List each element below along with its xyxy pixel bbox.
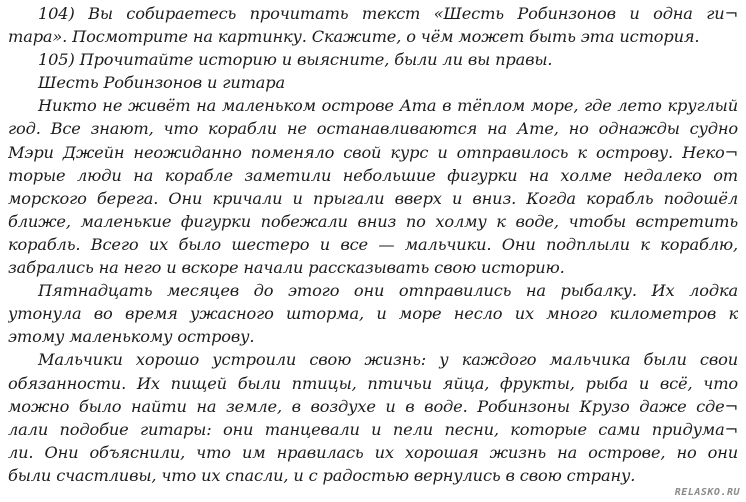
site-watermark: RELASKO.RU [674,487,740,498]
text-line-9: морского берега. Они кричали и прыгали вверх и вниз. Когда корабль подошёл [8,188,738,208]
story-title: Шесть Робинзонов и гитара [38,73,286,93]
text-line-3: 105) Прочитайте историю и выясните, были ли вы правы. [38,50,553,70]
text-line-14: утонула во время ужасного шторма, и море несло их много километров к [8,304,738,324]
text-line-1: 104) Вы собираетесь прочитать текст «Шесть Робинзонов и одна ги¬ [38,4,738,23]
text-line-11: корабль. Всего их было шестеро и все — мальчики. Они подплыли к кораблю, [8,234,738,254]
text-line-21: были счастливы, что их спасли, и с радостью вернулись в свою страну. [8,465,636,485]
text-line-12: забрались на него и вскоре начали рассказывать свою историю. [8,258,565,278]
text-line-5: Никто не живёт на маленьком острове Ата в тёплом море, где лето круглый [38,96,738,116]
text-line-19: лали подобие гитары: они танцевали и пели песни, которые сами придума¬ [8,419,738,439]
text-body [8,2,738,487]
text-line-7: Мэри Джейн неожиданно поменяло свой курс и отправилось к острову. Неко¬ [8,142,738,162]
text-line-17: обязанности. Их пищей были птицы, птичьи яйца, фрукты, рыба и всё, что [8,373,738,393]
text-line-2: тара». Посмотрите на картинку. Скажите, о чём может быть эта история. [8,27,700,47]
text-line-15: этому маленькому острову. [8,327,255,347]
text-line-6: год. Все знают, что корабли не останавливаются на Ате, но однажды судно [8,119,738,139]
text-line-13: Пятнадцать месяцев до этого они отправились на рыбалку. Их лодка [38,281,738,301]
text-line-18: можно было найти на земле, в воздухе и в воде. Робинзоны Крузо даже сде¬ [8,396,738,416]
text-line-10: ближе, маленькие фигурки побежали вниз по холму к воде, чтобы встретить [8,211,738,231]
text-line-16: Мальчики хорошо устроили свою жизнь: у каждого мальчика были свои [38,350,738,370]
text-line-8: торые люди на корабле заметили небольшие фигурки на холме недалеко от [8,165,738,185]
text-line-20: ли. Они объяснили, что им нравилась их хорошая жизнь на острове, но они [8,442,738,462]
